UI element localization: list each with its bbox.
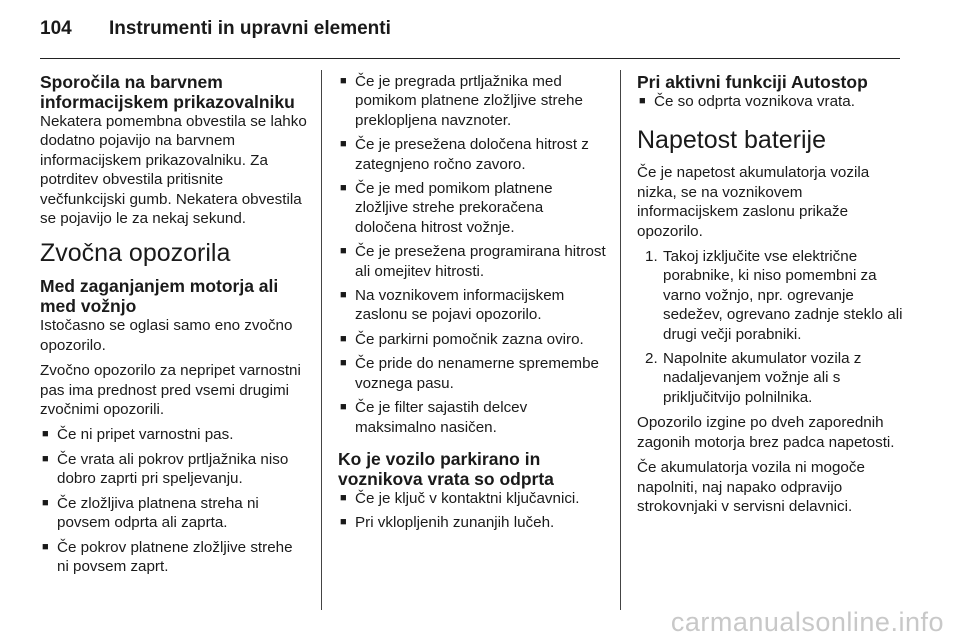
list-item: ■ Če je filter sajastih delcev maksimalno nasičen. (338, 398, 606, 437)
list-item: ■ Če pokrov platnene zložljive strehe ni povsem zaprt. (40, 538, 308, 577)
bullet-list (40, 425, 308, 576)
paragraph-messages: Nekatera pomembna obvestila se lahko dodatno pojavijo na barvnem informacijskem prikazovalniku. Za potrditev obvestila pritisnite večfunkcijski gumb. Nekatera obvestila se pojavijo le za nekaj sekund. (40, 113, 307, 228)
subheading-parked: Ko je vozilo parkirano in voznikova vrata so odprta (338, 448, 554, 489)
page-header (40, 18, 391, 40)
list-item: ■ Če je ključ v kontaktni ključavnici. (338, 489, 606, 508)
watermark: carmanualsonline.info (670, 607, 944, 637)
column-divider-2 (620, 70, 621, 610)
list-item: ■ Če so odprta voznikova vrata. (637, 92, 907, 111)
numbered-list (637, 247, 907, 407)
bullet-list (637, 92, 907, 111)
list-item: 2. Napolnite akumulator vozila z nadaljevanjem vožnje ali s priključitvijo polnilnika. (645, 350, 862, 406)
subheading-autostop: Pri aktivni funkciji Autostop (637, 72, 868, 92)
section-heading-messages: Sporočila na barvnem informacijskem prikazovalniku (40, 72, 295, 112)
list-item: ■ Če je pregrada prtljažnika med pomikom platnene zložljive strehe preklopljena navznoter. (338, 72, 606, 130)
list-item: ■ Če ni pripet varnostni pas. (40, 425, 308, 444)
column-divider-1 (321, 70, 322, 610)
paragraph: Če je napetost akumulatorja vozila nizka, se na voznikovem informacijskem zaslonu prikaže opozorilo. (637, 164, 870, 240)
list-item: ■ Če je presežena določena hitrost z zategnjeno ročno zavoro. (338, 135, 606, 174)
list-item: ■ Če parkirni pomočnik zazna oviro. (338, 330, 606, 349)
list-item: ■ Pri vklopljenih zunanjih lučeh. (338, 513, 606, 532)
list-item: ■ Če je presežena programirana hitrost ali omejitev hitrosti. (338, 242, 606, 281)
list-item: ■ Če zložljiva platnena streha ni povsem odprta ali zaprta. (40, 494, 308, 533)
paragraph: Zvočno opozorilo za nepripet varnostni pas ima prednost pred vsemi drugimi zvočnimi opozorili. (40, 362, 301, 419)
bullet-list (338, 489, 606, 533)
column-1 (40, 72, 308, 581)
paragraph: Opozorilo izgine po dveh zaporednih zagonih motorja brez padca napetosti. (637, 414, 895, 451)
list-item: ■ Na voznikovem informacijskem zaslonu se pojavi opozorilo. (338, 286, 606, 325)
section-heading-battery: Napetost baterije (637, 126, 827, 155)
header-divider (40, 58, 900, 59)
page-number: 104 (40, 18, 72, 39)
list-item: ■ Če pride do nenamerne spremembe voznega pasu. (338, 354, 606, 393)
column-3 (637, 72, 907, 522)
list-item: ■ Če je med pomikom platnene zložljive strehe prekoračena določena hitrost vožnje. (338, 179, 606, 237)
page-title: Instrumenti in upravni elementi (108, 18, 391, 39)
subheading-engine-start: Med zaganjanjem motorja ali med vožnjo (40, 276, 279, 317)
list-item: 1. Takoj izključite vse električne porabnike, ki niso pomembni za varno vožnjo, npr. ogrevanje sedežev, ogrevano zadnje steklo ali drugi večji porabniki. (645, 248, 903, 343)
paragraph: Če akumulatorja vozila ni mogoče napolniti, naj napako odpravijo strokovnjaki v servisni delavnici. (637, 459, 865, 515)
paragraph: Istočasno se oglasi samo eno zvočno opozorilo. (40, 317, 293, 354)
column-2 (338, 72, 606, 538)
list-item: ■ Če vrata ali pokrov prtljažnika niso dobro zaprti pri speljevanju. (40, 450, 308, 489)
section-heading-audible-warnings: Zvočna opozorila (40, 239, 231, 268)
bullet-list (338, 72, 606, 437)
